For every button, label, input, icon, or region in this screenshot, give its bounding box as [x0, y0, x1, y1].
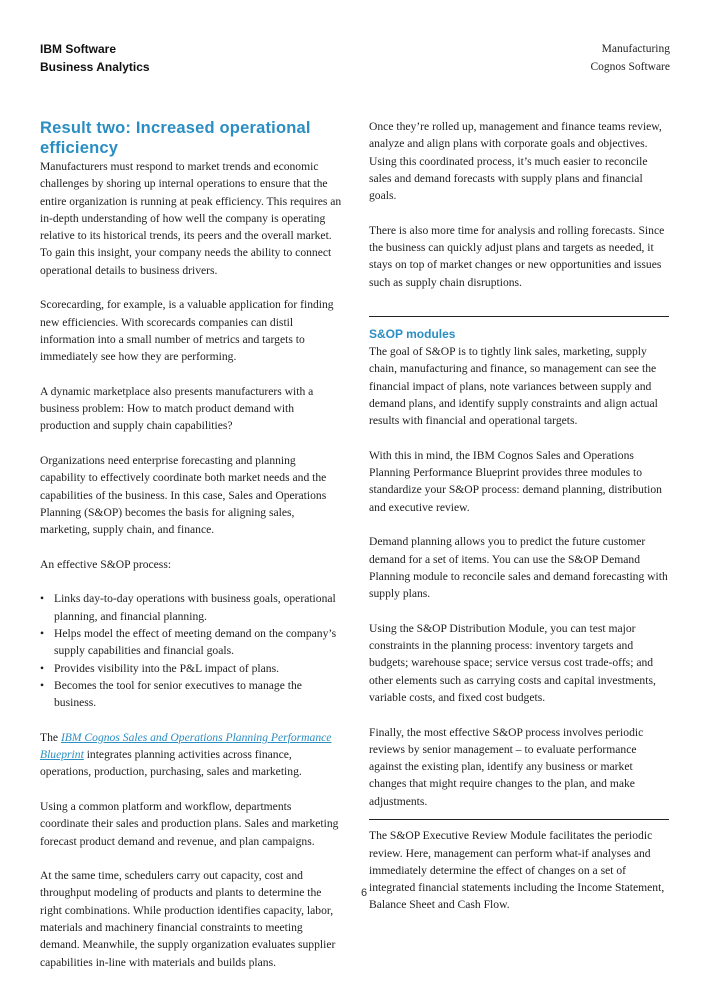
paragraph-blueprint: The IBM Cognos Sales and Operations Planning Performance Blueprint integrates planning activities across finance, operations, production, purchasing, sales and marketing.	[40, 730, 332, 779]
paragraph-executive-review: The S&OP Executive Review Module facilitates the periodic review. Here, management can perform what-if analyses and immediately determine the effect of changes on a set of integrated financial statements including the Income Statement, Balance Sheet and Cash Flow.	[369, 829, 665, 912]
blueprint-link[interactable]: IBM Cognos Sales and Operations Planning Performance Blueprint	[40, 730, 332, 762]
bullet-list	[40, 590, 342, 711]
paragraph-forecasting: Organizations need enterprise forecasting and planning capability to effectively coordinate both market needs and the capabilities of the business. In this case, Sales and Operations Planning (S&OP) becomes the basis for aligning sales, marketing, supply chain, and finance.	[40, 454, 327, 537]
header-right	[590, 40, 670, 76]
paragraph-rolled-up: Once they’re rolled up, management and finance teams review, analyze and align plans with corporate goals and objectives. Using this coordinated process, it’s much easier to reconcile sales and demand forecasts with supply plans and financial goals.	[369, 120, 662, 203]
header-left	[40, 40, 150, 76]
list-item: • Links day-to-day operations with business goals, operational planning, and financial planning.	[40, 592, 336, 623]
left-column	[40, 118, 342, 988]
brand-name: IBM Software	[40, 42, 117, 56]
bullet-icon: •	[40, 627, 45, 641]
list-item: • Becomes the tool for senior executives to manage the business.	[40, 678, 302, 710]
paragraph-modules: With this in mind, the IBM Cognos Sales and Operations Planning Performance Blueprint provides three modules to standardize your S&OP process: demand planning, distribution and executive review.	[369, 448, 662, 514]
section-divider	[369, 316, 669, 317]
paragraph-intro: Manufacturers must respond to market trends and economic challenges by shoring up internal operations to ensure that the entire organization is running at peak efficiency. This requires an in-depth understanding of how well the company is operating relative to its historical trends, its peers and the overall market. To gain this insight, your company needs the ability to connect operational details to business drivers.	[40, 160, 342, 277]
bullet-icon: •	[40, 661, 45, 675]
product-label: Cognos Software	[590, 61, 670, 73]
bullet-icon: •	[40, 592, 45, 606]
industry-label: Manufacturing	[601, 43, 670, 55]
division-name: Business Analytics	[40, 60, 150, 74]
bottom-divider	[369, 819, 669, 820]
subsection-title: S&OP modules	[369, 326, 456, 341]
right-column	[369, 118, 669, 931]
paragraph-scorecarding: Scorecarding, for example, is a valuable application for finding new efficiencies. With scorecards companies can distil information into a small number of metrics and targets to immediately see how they are performing.	[40, 298, 334, 364]
paragraph-schedulers: At the same time, schedulers carry out capacity, cost and throughput modeling of products and plants to determine the right combinations. While production identifies capacity, labor, materials and machinery financial constraints to meeting demand. Meanwhile, the supply organization evaluates supplier capabilities in-line with materials and builds plans.	[40, 869, 336, 969]
list-item: • Provides visibility into the P&L impact of plans.	[40, 660, 342, 677]
paragraph-effective-process: An effective S&OP process:	[40, 557, 172, 571]
section-title: Result two: Increased operational efficiency	[40, 119, 311, 157]
paragraph-marketplace: A dynamic marketplace also presents manufacturers with a business problem: How to match product demand with production and supply chain capabilities?	[40, 384, 314, 433]
paragraph-review: Finally, the most effective S&OP process involves periodic reviews by senior management – to evaluate performance against the existing plan, identify any business or market changes that might require changes to the plan, and make adjustments.	[369, 725, 644, 808]
paragraph-demand-planning: Demand planning allows you to predict the future customer demand for a set of items. You can use the S&OP Demand Planning module to reconcile sales and demand forecasting with supply plans.	[369, 535, 668, 601]
bullet-icon: •	[40, 678, 45, 692]
paragraph-distribution: Using the S&OP Distribution Module, you can test major constraints in the planning process: inventory targets and budgets; warehouse space; service versus cost trade-offs; and other elements such as carrying costs and capital investments, variable costs, and fixed cost budgets.	[369, 621, 656, 704]
page-number: 6	[360, 887, 368, 899]
paragraph-platform: Using a common platform and workflow, departments coordinate their sales and production plans. Sales and marketing forecast product demand and revenue, and plan campaigns.	[40, 799, 339, 848]
paragraph-goal: The goal of S&OP is to tightly link sales, marketing, supply chain, manufacturing and finance, so management can see the financial impact of plans, note variances between supply and demand plans, and identify supply constraints and align actual results with financial and operational targets.	[369, 344, 658, 428]
paragraph-analysis-time: There is also more time for analysis and rolling forecasts. Since the business can quickly adjust plans and targets as needed, it stays on top of market changes or new opportunities and issues such as supply chain disruptions.	[369, 223, 665, 289]
list-item: • Helps model the effect of meeting demand on the company’s supply capabilities and financial goals.	[40, 627, 337, 658]
